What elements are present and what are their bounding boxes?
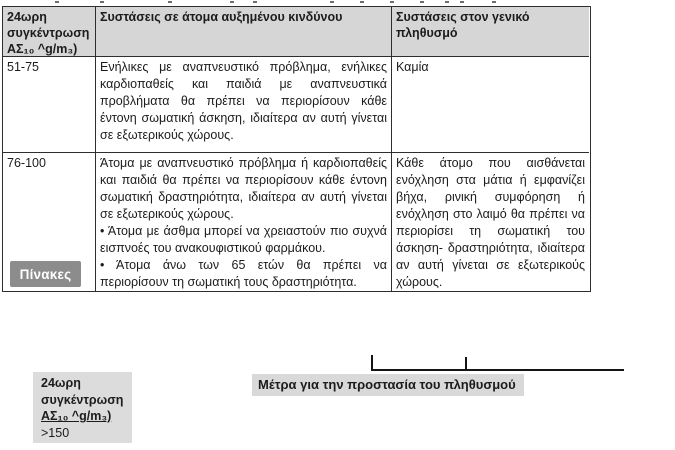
section-title: Μέτρα για την προστασία του πληθυσμού — [252, 374, 524, 396]
threshold-box — [33, 372, 132, 443]
column-header-concentration: 24ωρη συγκέντρωση ΑΣ₁₀ ^g/m₃) — [3, 7, 96, 57]
column-header-risk-groups: Συστάσεις σε άτομα αυξημένου κινδύνου — [96, 7, 392, 57]
threshold-box-title-line2: συγκέντρωση — [41, 392, 124, 407]
cell-risk-groups-51-75: Ενήλικες με αναπνευστικό πρόβλημα, ενήλικες καρδιοπαθείς και παιδιά με αναπνευστικά προβλήματα θα πρέπει να περιορίσουν κάθε έντονη σωματική άσκηση, ιδιαίτερα αν αυτή γίνεται σε εξωτερικούς χώρους. — [96, 57, 392, 153]
tables-overlay-badge[interactable]: Πίνακες — [10, 261, 81, 287]
scan-artifact-mark — [55, 1, 59, 3]
threshold-box-value: >150 — [41, 425, 70, 440]
scan-artifact-mark — [330, 1, 334, 3]
cell-general-76-100: Κάθε άτομο που αισθάνεται ενόχληση στα μάτια ή εμφανίζει βήχα, ρινική συμφόρηση ή ενόχληση στο λαιμό θα πρέπει να περιορίσει τη σωματική του άσκηση- δραστηριότητα, ιδιαίτερα αν αυτή γίνεται σε εξωτερικούς χώρους. — [396, 156, 585, 289]
scan-artifact-mark — [492, 1, 496, 3]
threshold-box-title-line3: ΑΣ₁₀ ^g/m₃) — [41, 409, 112, 423]
risk-groups-paragraph: Άτομα με αναπνευστικό πρόβλημα ή καρδιοπαθείς και παιδιά θα πρέπει να περιορίσουν κάθε έντονη σωματική δραστηριότητα, ιδιαίτερα αν αυτή γίνεται σε εξωτερικούς χώρους. — [100, 156, 387, 221]
scan-artifact-mark — [460, 1, 464, 3]
cropped-table-top-border — [371, 369, 624, 371]
pm10-recommendations-table — [2, 6, 591, 292]
scan-artifact-mark — [253, 1, 257, 3]
scan-artifact-mark — [168, 1, 172, 3]
scan-artifact-mark — [390, 1, 394, 3]
cell-concentration-51-75: 51-75 — [3, 57, 96, 153]
cropped-table-column-divider — [371, 355, 373, 370]
cell-concentration-76-100: 76-100 — [3, 153, 96, 291]
scan-artifact-mark — [360, 1, 364, 3]
scan-artifact-mark — [420, 1, 424, 3]
cell-risk-groups-76-100 — [96, 153, 392, 291]
column-header-general-population: Συστάσεις στον γενικό πληθυσμό — [392, 7, 589, 57]
risk-groups-bullet: • Άτομα άνω των 65 ετών θα πρέπει να περιορίσουν τη σωματική τους δραστηριότητα. — [100, 258, 387, 289]
scan-artifact-mark — [445, 1, 449, 3]
cell-general-51-75: Καμία — [392, 57, 589, 153]
scan-artifact-mark — [100, 1, 104, 3]
scan-artifact-mark — [230, 1, 234, 3]
threshold-box-title-line1: 24ωρη — [41, 376, 81, 390]
risk-groups-bullet: • Άτομα με άσθμα μπορεί να χρειαστούν πιο συχνά εισπνοές του ανακουφιστικού φαρμάκου. — [100, 224, 387, 255]
